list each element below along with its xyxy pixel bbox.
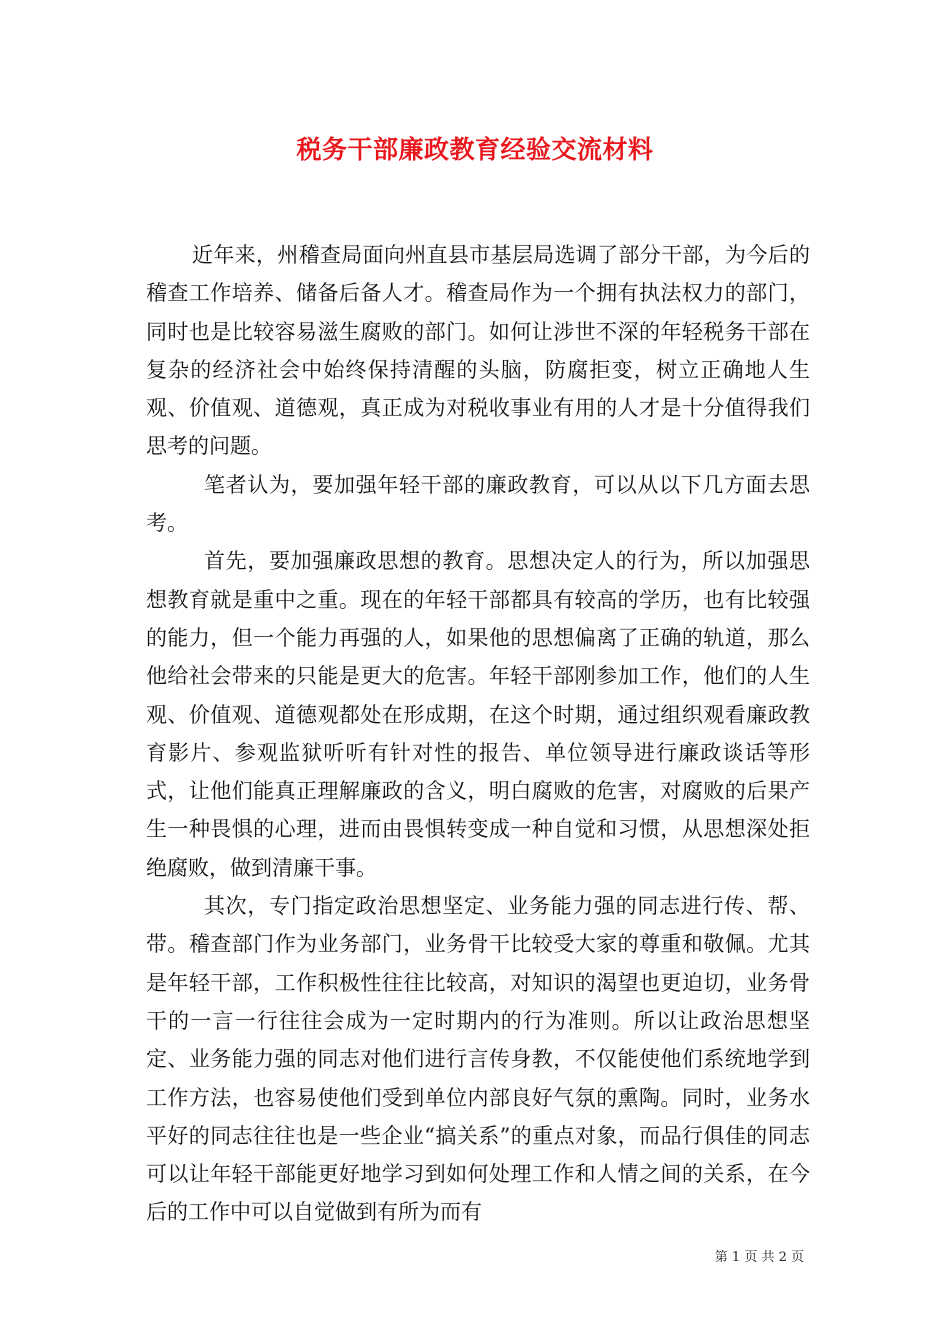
paragraph: 其次，专门指定政治思想坚定、业务能力强的同志进行传、帮、带。稽查部门作为业务部门，业务骨干比较受大家的尊重和敬佩。尤其是年轻干部，工作积极性往往比较高，对知识的渴望也更迫切，业务骨干的一言一行往往会成为一定时期内的行为准则。所以让政治思想坚定、业务能力强的同志对他们进行言传身教，不仅能使他们系统地学到工作方法，也容易使他们受到单位内部良好气氛的熏陶。同时，业务水平好的同志往往也是一些企业“搞关系”的重点对象，而品行俱佳的同志可以让年轻干部能更好地学习到如何处理工作和人情之间的关系，在今后的工作中可以自觉做到有所为而有: [146, 894, 810, 1225]
paragraph: 近年来，州稽查局面向州直县市基层局选调了部分干部，为今后的稽查工作培养、储备后备人才。稽查局作为一个拥有执法权力的部门，同时也是比较容易滋生腐败的部门。如何让涉世不深的年轻税务干部在复杂的经济社会中始终保持清醒的头脑，防腐拒变，树立正确地人生观、价值观、道德观，真正成为对税收事业有用的人才是十分值得我们思考的问题。: [146, 243, 810, 459]
page-number: 第 1 页 共 2 页: [714, 1250, 804, 1265]
paragraph: 笔者认为，要加强年轻干部的廉政教育，可以从以下几方面去思考。: [146, 472, 810, 536]
document-body: [146, 236, 810, 1232]
paragraph: 首先，要加强廉政思想的教育。思想决定人的行为，所以加强思想教育就是重中之重。现在的年轻干部都具有较高的学历，也有比较强的能力，但一个能力再强的人，如果他的思想偏离了正确的轨道，那么他给社会带来的只能是更大的危害。年轻干部刚参加工作，他们的人生观、价值观、道德观都处在形成期，在这个时期，通过组织观看廉政教育影片、参观监狱听听有针对性的报告、单位领导进行廉政谈话等形式，让他们能真正理解廉政的含义，明白腐败的危害，对腐败的后果产生一种畏惧的心理，进而由畏惧转变成一种自觉和习惯，从思想深处拒绝腐败，做到清廉干事。: [146, 549, 810, 880]
page-title: 税务干部廉政教育经验交流材料: [296, 135, 654, 164]
